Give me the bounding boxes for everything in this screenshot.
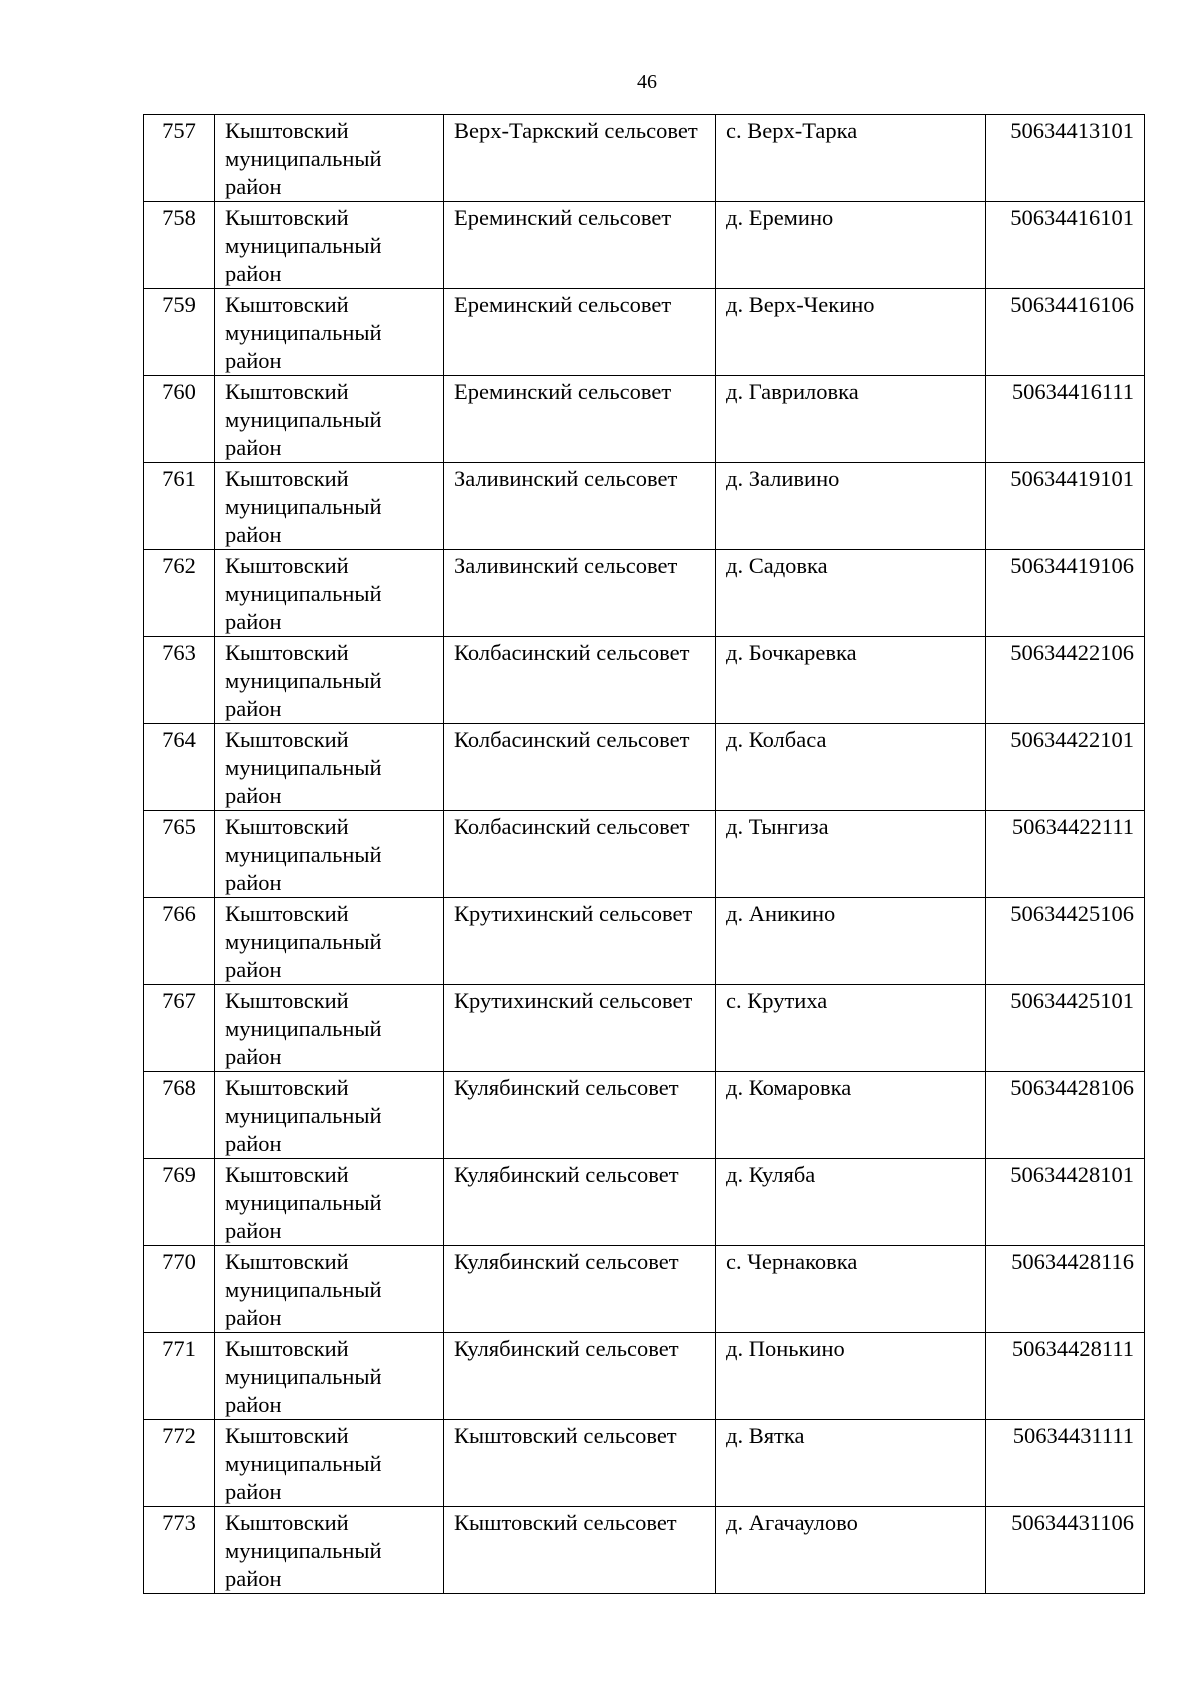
table-row bbox=[144, 463, 1145, 550]
settlement-cell: с. Крутиха bbox=[716, 985, 986, 1072]
council-cell: Кыштовский сельсовет bbox=[444, 1507, 716, 1594]
council-cell: Заливинский сельсовет bbox=[444, 463, 716, 550]
code-cell: 50634431106 bbox=[986, 1507, 1145, 1594]
table-row bbox=[144, 898, 1145, 985]
table-row bbox=[144, 1333, 1145, 1420]
district-cell: Кыштовский муниципальный район bbox=[215, 1333, 444, 1420]
district-cell: Кыштовский муниципальный район bbox=[215, 1246, 444, 1333]
council-cell: Колбасинский сельсовет bbox=[444, 811, 716, 898]
row-number-cell: 767 bbox=[144, 985, 215, 1072]
district-cell: Кыштовский муниципальный район bbox=[215, 376, 444, 463]
council-cell: Колбасинский сельсовет bbox=[444, 637, 716, 724]
code-cell: 50634419106 bbox=[986, 550, 1145, 637]
code-cell: 50634416101 bbox=[986, 202, 1145, 289]
council-cell: Кулябинский сельсовет bbox=[444, 1246, 716, 1333]
settlement-cell: д. Куляба bbox=[716, 1159, 986, 1246]
settlement-cell: д. Гавриловка bbox=[716, 376, 986, 463]
settlement-cell: д. Колбаса bbox=[716, 724, 986, 811]
code-cell: 50634422101 bbox=[986, 724, 1145, 811]
row-number-cell: 766 bbox=[144, 898, 215, 985]
code-cell: 50634416111 bbox=[986, 376, 1145, 463]
settlement-cell: д. Еремино bbox=[716, 202, 986, 289]
settlement-cell: с. Чернаковка bbox=[716, 1246, 986, 1333]
settlement-cell: д. Вятка bbox=[716, 1420, 986, 1507]
settlement-cell: д. Аникино bbox=[716, 898, 986, 985]
row-number-cell: 758 bbox=[144, 202, 215, 289]
district-cell: Кыштовский муниципальный район bbox=[215, 1507, 444, 1594]
row-number-cell: 770 bbox=[144, 1246, 215, 1333]
row-number-cell: 757 bbox=[144, 115, 215, 202]
code-cell: 50634422111 bbox=[986, 811, 1145, 898]
council-cell: Кулябинский сельсовет bbox=[444, 1159, 716, 1246]
page-number: 46 bbox=[637, 71, 657, 93]
district-cell: Кыштовский муниципальный район bbox=[215, 202, 444, 289]
code-cell: 50634428116 bbox=[986, 1246, 1145, 1333]
settlement-cell: д. Бочкаревка bbox=[716, 637, 986, 724]
settlement-cell: д. Комаровка bbox=[716, 1072, 986, 1159]
row-number-cell: 763 bbox=[144, 637, 215, 724]
table-row bbox=[144, 550, 1145, 637]
district-cell: Кыштовский муниципальный район bbox=[215, 724, 444, 811]
settlement-cell: д. Тынгиза bbox=[716, 811, 986, 898]
code-cell: 50634428101 bbox=[986, 1159, 1145, 1246]
council-cell: Кулябинский сельсовет bbox=[444, 1333, 716, 1420]
district-cell: Кыштовский муниципальный район bbox=[215, 898, 444, 985]
council-cell: Кулябинский сельсовет bbox=[444, 1072, 716, 1159]
settlement-cell: д. Садовка bbox=[716, 550, 986, 637]
district-cell: Кыштовский муниципальный район bbox=[215, 289, 444, 376]
row-number-cell: 761 bbox=[144, 463, 215, 550]
council-cell: Ереминский сельсовет bbox=[444, 289, 716, 376]
table-row bbox=[144, 1507, 1145, 1594]
table-row bbox=[144, 724, 1145, 811]
code-cell: 50634428111 bbox=[986, 1333, 1145, 1420]
row-number-cell: 769 bbox=[144, 1159, 215, 1246]
district-cell: Кыштовский муниципальный район bbox=[215, 811, 444, 898]
table-row bbox=[144, 637, 1145, 724]
row-number-cell: 760 bbox=[144, 376, 215, 463]
settlement-cell: д. Верх-Чекино bbox=[716, 289, 986, 376]
table-row bbox=[144, 1159, 1145, 1246]
table-row bbox=[144, 1246, 1145, 1333]
table-row bbox=[144, 376, 1145, 463]
row-number-cell: 773 bbox=[144, 1507, 215, 1594]
code-cell: 50634422106 bbox=[986, 637, 1145, 724]
settlements-table bbox=[143, 114, 1145, 1594]
district-cell: Кыштовский муниципальный район bbox=[215, 985, 444, 1072]
council-cell: Ереминский сельсовет bbox=[444, 202, 716, 289]
council-cell: Кыштовский сельсовет bbox=[444, 1420, 716, 1507]
row-number-cell: 764 bbox=[144, 724, 215, 811]
district-cell: Кыштовский муниципальный район bbox=[215, 1072, 444, 1159]
code-cell: 50634428106 bbox=[986, 1072, 1145, 1159]
table-row bbox=[144, 811, 1145, 898]
table-row bbox=[144, 1420, 1145, 1507]
row-number-cell: 759 bbox=[144, 289, 215, 376]
district-cell: Кыштовский муниципальный район bbox=[215, 115, 444, 202]
district-cell: Кыштовский муниципальный район bbox=[215, 463, 444, 550]
row-number-cell: 772 bbox=[144, 1420, 215, 1507]
table-row bbox=[144, 985, 1145, 1072]
code-cell: 50634419101 bbox=[986, 463, 1145, 550]
row-number-cell: 765 bbox=[144, 811, 215, 898]
code-cell: 50634425106 bbox=[986, 898, 1145, 985]
row-number-cell: 768 bbox=[144, 1072, 215, 1159]
council-cell: Крутихинский сельсовет bbox=[444, 985, 716, 1072]
row-number-cell: 771 bbox=[144, 1333, 215, 1420]
code-cell: 50634425101 bbox=[986, 985, 1145, 1072]
district-cell: Кыштовский муниципальный район bbox=[215, 550, 444, 637]
code-cell: 50634431111 bbox=[986, 1420, 1145, 1507]
table-body bbox=[144, 115, 1145, 1594]
code-cell: 50634416106 bbox=[986, 289, 1145, 376]
settlement-cell: д. Агачаулово bbox=[716, 1507, 986, 1594]
council-cell: Крутихинский сельсовет bbox=[444, 898, 716, 985]
council-cell: Заливинский сельсовет bbox=[444, 550, 716, 637]
row-number-cell: 762 bbox=[144, 550, 215, 637]
code-cell: 50634413101 bbox=[986, 115, 1145, 202]
table-row bbox=[144, 202, 1145, 289]
table-row bbox=[144, 289, 1145, 376]
council-cell: Колбасинский сельсовет bbox=[444, 724, 716, 811]
district-cell: Кыштовский муниципальный район bbox=[215, 637, 444, 724]
settlement-cell: д. Понькино bbox=[716, 1333, 986, 1420]
settlement-cell: д. Заливино bbox=[716, 463, 986, 550]
table-row bbox=[144, 115, 1145, 202]
table-row bbox=[144, 1072, 1145, 1159]
council-cell: Ереминский сельсовет bbox=[444, 376, 716, 463]
district-cell: Кыштовский муниципальный район bbox=[215, 1420, 444, 1507]
settlement-cell: с. Верх-Тарка bbox=[716, 115, 986, 202]
council-cell: Верх-Таркский сельсовет bbox=[444, 115, 716, 202]
district-cell: Кыштовский муниципальный район bbox=[215, 1159, 444, 1246]
